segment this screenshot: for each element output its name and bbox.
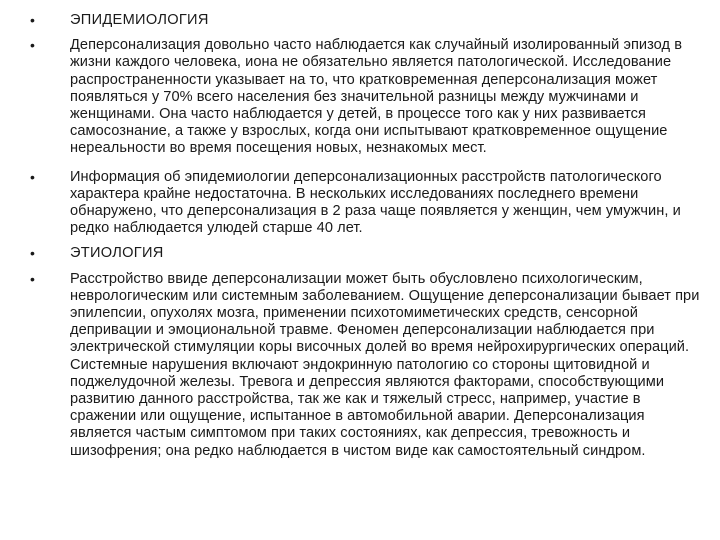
- heading-text: ЭПИДЕМИОЛОГИЯ: [70, 12, 209, 28]
- bullet-dot: •: [30, 37, 35, 54]
- heading-text: ЭТИОЛОГИЯ: [70, 245, 164, 262]
- paragraph-text: Расстройство ввиде деперсонализации может быть обусловлено психологическим, неврологическим или системным заболеванием. Ощущение деперсонализации бывает при эпилепсии, опухолях мозга, применении психотомиметических средств, сенсорной депривации и эмоциональной травме. Феномен деперсонализации наблюдается при электрической стимуляции коры височных долей во время нейрохирургических операций. Системные нарушения включают эндокринную патологию со стороны щитовидной и поджелудочной железы. Тревога и депрессия являются факторами, способствующими развитию данного расстройства, так же как и тяжелый стресс, например, участие в сражении или ощущение, испытанное в автомобильной аварии. Деперсонализация является частым симптомом при таких состояниях, как депрессия, тревожность и шизофрения; она редко наблюдается в чистом виде как самостоятельный синдром.: [70, 270, 700, 459]
- heading-epidemiology: [30, 12, 710, 29]
- bullet-dot: •: [30, 12, 36, 28]
- heading-etiology: [30, 245, 710, 262]
- bullet-dot: •: [30, 270, 35, 287]
- bullet-dot: •: [30, 245, 36, 262]
- paragraph-text: Информация об эпидемиологии деперсонализационных расстройств патологического характера крайне недостаточна. В нескольких исследованиях последнего времени обнаружено, что деперсонализация в 2 раза чаще появляется у женщин, чем умужчин, и редко наблюдается улюдей старше 40 лет.: [70, 168, 681, 237]
- paragraph-epidemiology-prevalence: [30, 37, 710, 157]
- bullet-dot: •: [30, 168, 35, 185]
- paragraph-text: Деперсонализация довольно часто наблюдается как случайный изолированный эпизод в жизни каждого человека, иона не обязательно является патологической. Исследование распространенности указывает на то, что кратковременная деперсонализация может появляться у 70% всего населения без значительной разницы между мужчинами и женщинами. Она часто наблюдается у детей, в процессе того как у них развивается самосознание, а также у взрослых, когда они испытывают кратковременное ощущение нереальности во время посещения новых, незнакомых мест.: [70, 37, 682, 157]
- paragraph-epidemiology-pathological: [30, 169, 710, 238]
- bullet-list: [30, 12, 710, 460]
- paragraph-etiology: [30, 271, 710, 460]
